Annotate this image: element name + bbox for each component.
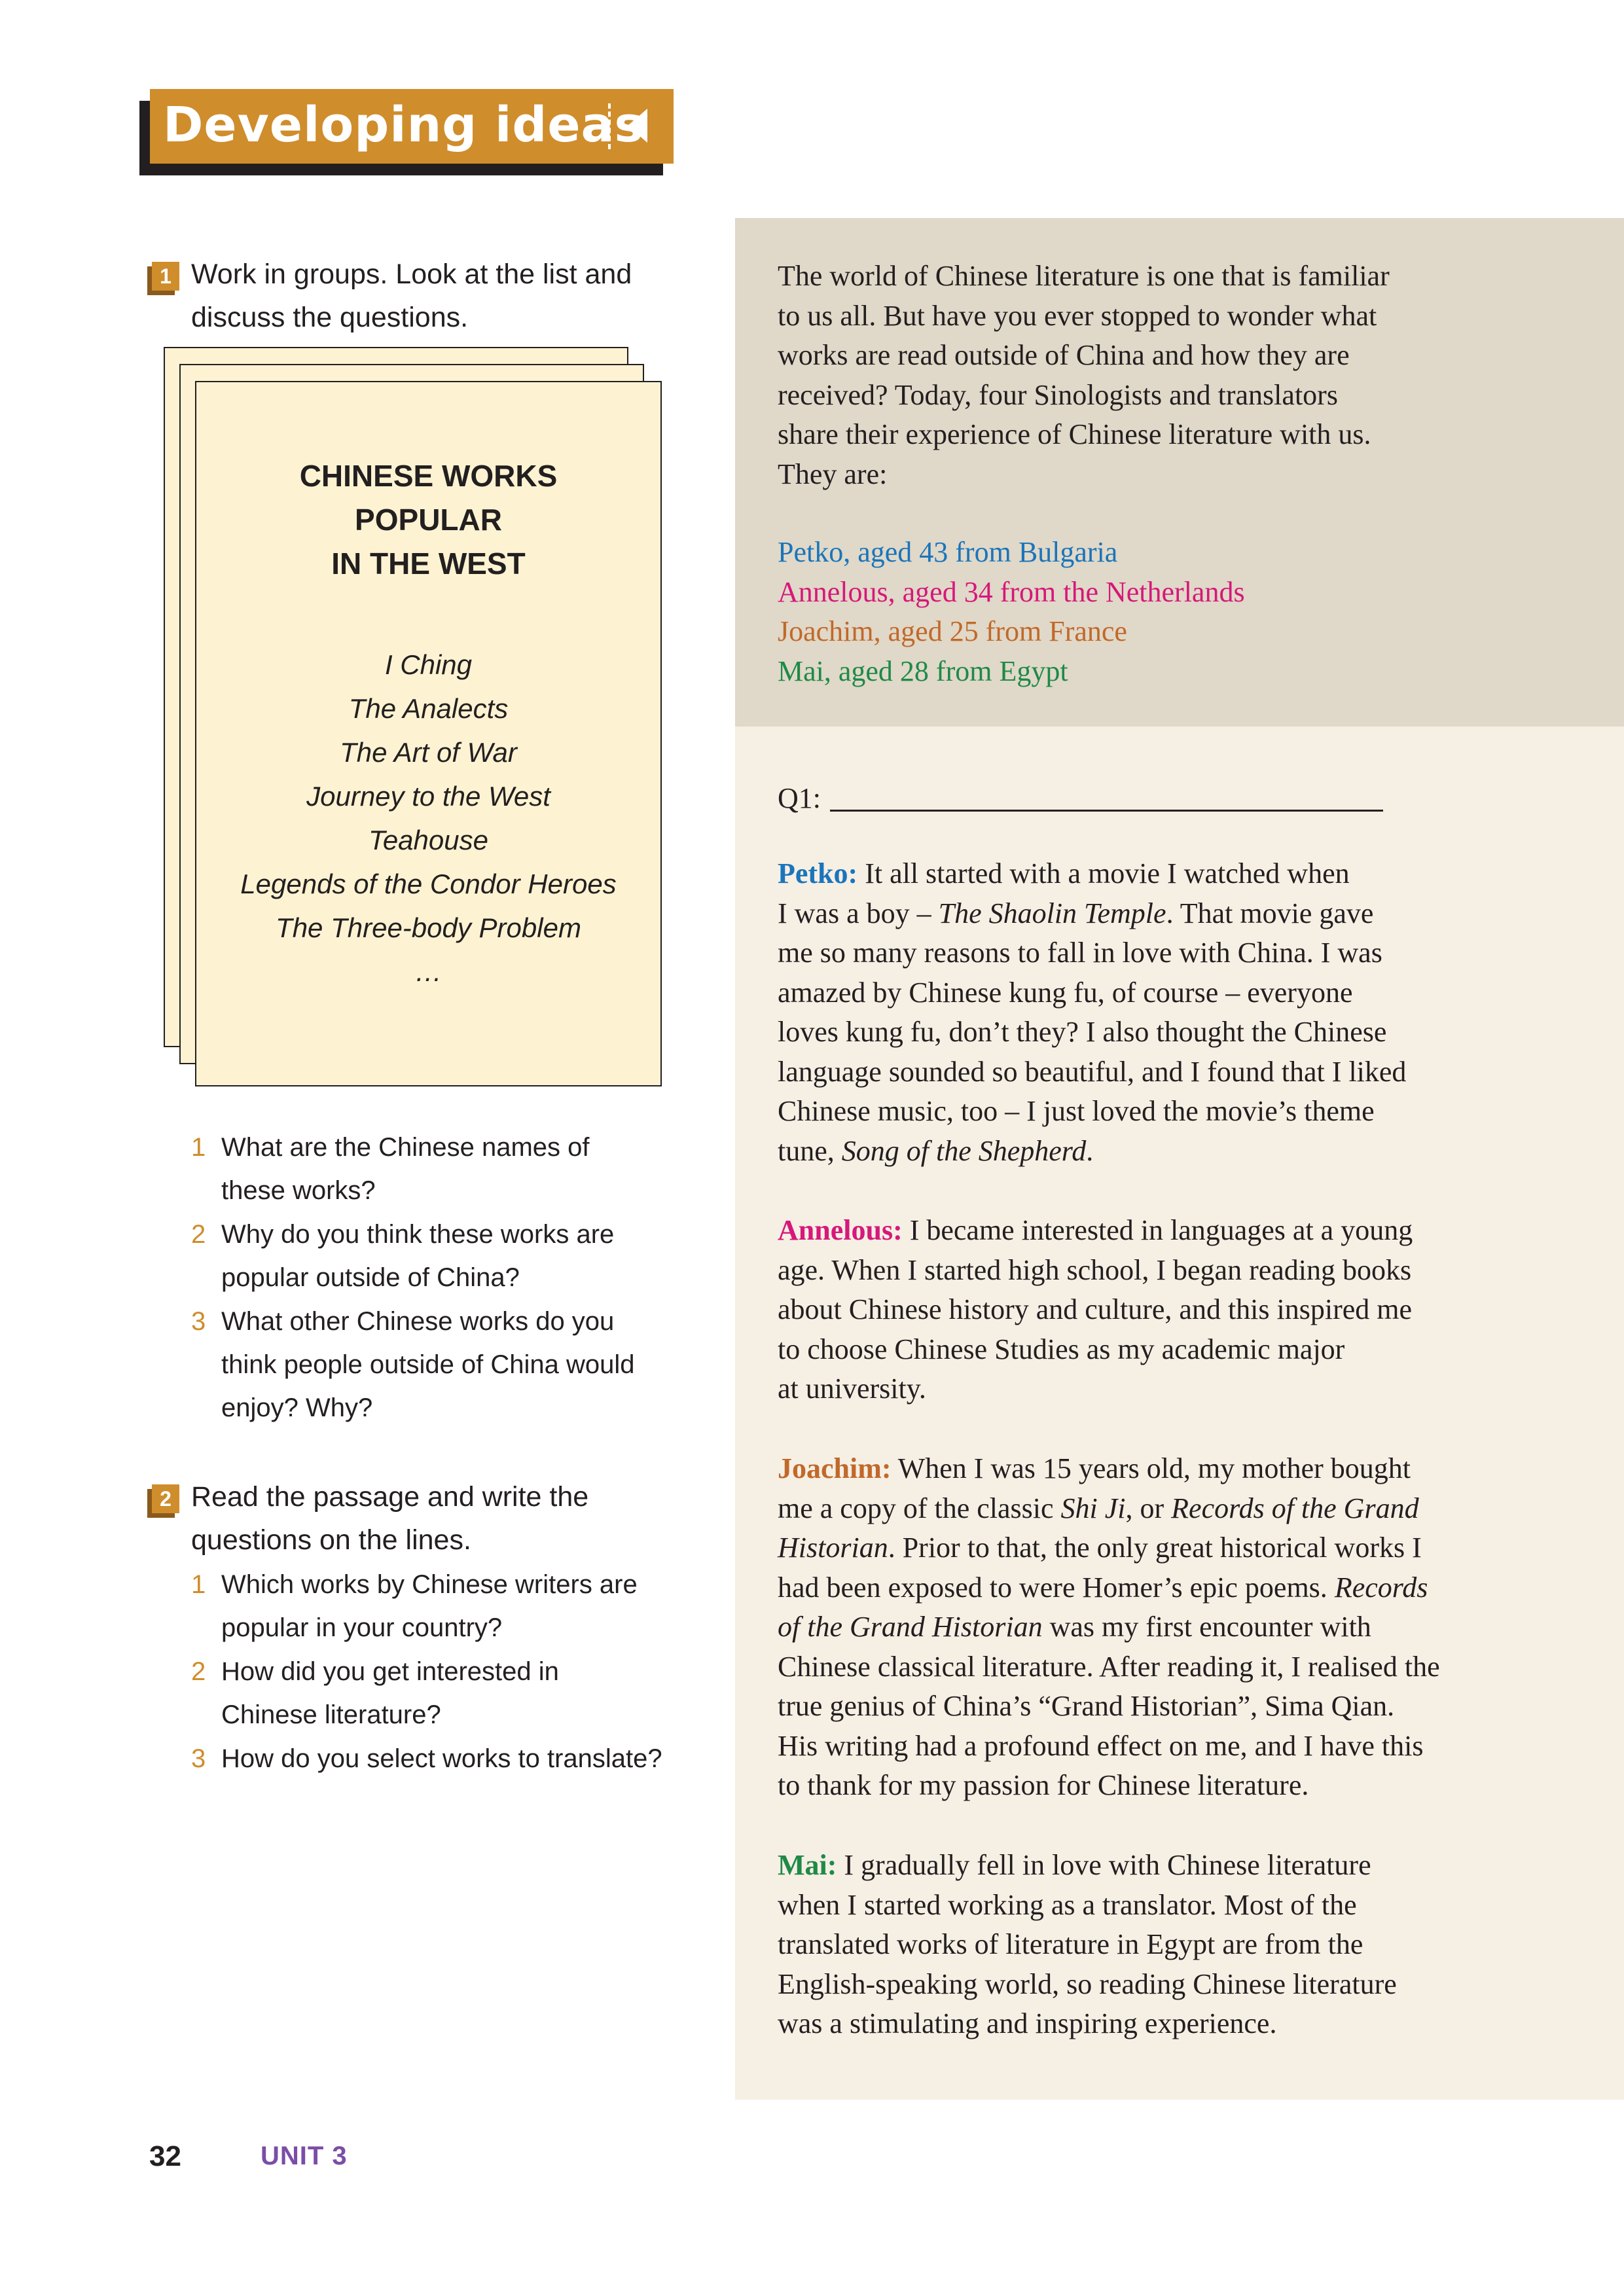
- activity-2-question-1: 1 Which works by Chinese writers are popular in your country?: [191, 1570, 638, 1642]
- speaker-annelous: Annelous, aged 34 from the Netherlands: [778, 575, 1245, 608]
- activity-1-question-3: 3 What other Chinese works do you think people outside of China would enjoy? Why?: [191, 1307, 635, 1422]
- list-item: I Ching: [384, 649, 473, 680]
- activity-2-instructions: Read the passage and write the questions on the lines.: [191, 1481, 589, 1556]
- list-item: The Art of War: [340, 737, 517, 768]
- activity-1-question-1: 1 What are the Chinese names of these works?: [191, 1133, 590, 1205]
- works-card: [195, 381, 662, 1086]
- page-number: 32: [149, 2140, 181, 2172]
- list-item: Legends of the Condor Heroes: [240, 869, 617, 899]
- card-title: CHINESE WORKS POPULAR IN THE WEST: [299, 459, 558, 581]
- activity-2-question-3: 3 How do you select works to translate?: [191, 1744, 662, 1773]
- header-banner: [150, 89, 674, 164]
- activity-1-question-2: 2 Why do you think these works are popular outside of China?: [191, 1220, 615, 1292]
- paragraph-petko: Petko: It all started with a movie I watched when I was a boy – The Shaolin Temple. That movie gave me so many reasons to fall in love with China. I was amazed by Chinese kung fu, of course – everyone loves kung fu, don’t they? I also thought the Chinese language sounded so beautiful, and I found that I liked Chinese music, too – I just loved the movie’s theme tune, Song of the Shepherd.: [778, 857, 1407, 1167]
- activity-1-badge: 1: [152, 262, 179, 291]
- works-list: [196, 643, 660, 994]
- activity-2-badge: 2: [152, 1484, 179, 1513]
- list-item: Teahouse: [369, 825, 488, 855]
- list-item: …: [414, 956, 442, 987]
- section-title: Developing ideas: [163, 97, 644, 153]
- paragraph-mai: Mai: I gradually fell in love with Chinese literature when I started working as a translator. Most of the translated works of literature in Egypt are from the English-speaking world, so reading Chinese literature was a stimulating and inspiring experience.: [778, 1849, 1397, 2039]
- paragraph-annelous: Annelous: I became interested in languages at a young age. When I started high school, I began reading books about Chinese history and culture, and this inspired me to choose Chinese Studies as my academic major at university.: [778, 1214, 1413, 1405]
- activity-2-question-2: 2 How did you get interested in Chinese literature?: [191, 1657, 559, 1729]
- q1-label: Q1:: [778, 782, 821, 814]
- speaker-joachim: Joachim, aged 25 from France: [778, 615, 1127, 647]
- unit-label: UNIT 3: [261, 2142, 348, 2170]
- banner-divider: [608, 103, 611, 149]
- triangle-left-icon: [628, 109, 647, 143]
- speaker-list: [778, 533, 1602, 691]
- answer-line[interactable]: [830, 810, 1383, 812]
- intro-paragraph: The world of Chinese literature is one that is familiar to us all. But have you ever stopped to wonder what works are read outside of China and how they are received? Today, four Sinologists and translators share their experience of Chinese literature with us. They are:: [778, 260, 1390, 490]
- speaker-mai: Mai, aged 28 from Egypt: [778, 655, 1068, 687]
- q1-answer-line[interactable]: [778, 779, 1383, 819]
- list-item: The Analects: [348, 693, 509, 724]
- activity-1-instructions: Work in groups. Look at the list and discuss the questions.: [191, 259, 632, 333]
- list-item: Journey to the West: [306, 781, 550, 812]
- list-item: The Three-body Problem: [276, 912, 581, 943]
- paragraph-joachim: Joachim: When I was 15 years old, my mother bought me a copy of the classic Shi Ji, or Records of the Grand Historian. Prior to that, the only great historical works I had been exposed to were Homer’s epic poems. Records of the Grand Historian was my first encounter with Chinese classical literature. After reading it, I realised the true genius of China’s “Grand Historian”, Sima Qian. His writing had a profound effect on me, and I have this to thank for my passion for Chinese literature.: [778, 1452, 1440, 1801]
- speaker-petko: Petko, aged 43 from Bulgaria: [778, 536, 1118, 568]
